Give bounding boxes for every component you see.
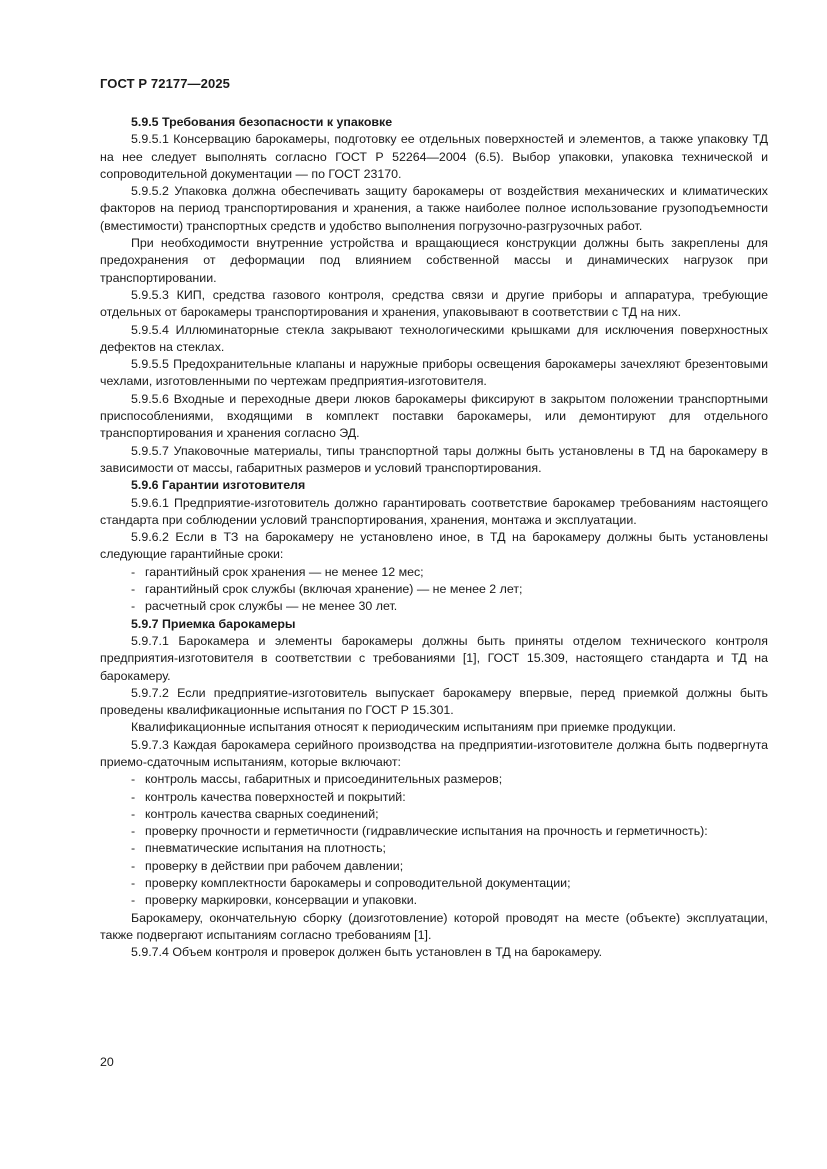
list-item-text: контроль качества сварных соединений; [145, 806, 379, 821]
list-item [100, 892, 768, 909]
paragraph: 5.9.7.3 Каждая барокамера серийного производства на предприятии-изготовителе должна быть подвергнута приемо-сдаточным испытаниям, которые включают: [100, 737, 768, 769]
paragraph: Барокамеру, окончательную сборку (доизготовление) которой проводят на месте (объекте) эксплуатации, также подвергают испытаниям согласно требованиям [1]. [100, 910, 768, 942]
list-item [100, 840, 768, 857]
list-marker: - [131, 772, 136, 787]
list-marker: - [131, 582, 136, 597]
paragraph: 5.9.5.3 КИП, средства газового контроля, средства связи и другие приборы и аппаратура, требующие отдельных от барокамеры транспортирования и хранения, упаковывают в соответствии с ТД на них. [100, 287, 768, 320]
list-item-text: контроль качества поверхностей и покрытий: [145, 789, 406, 804]
paragraph: 5.9.6.1 Предприятие-изготовитель должно гарантировать соответствие барокамер требованиям настоящего стандарта при соблюдении условий транспортирования, хранения, монтажа и эксплуатации. [100, 495, 768, 527]
document-header: ГОСТ Р 72177—2025 [100, 76, 230, 91]
paragraph: 5.9.5.1 Консервацию барокамеры, подготовку ее отдельных поверхностей и элементов, а также упаковку ТД на нее следует выполнять согласно ГОСТ Р 52264—2004 (6.5). Выбор упаковки, упаковка технической и сопроводительной документации — по ГОСТ 23170. [100, 132, 768, 181]
list-item-text: пневматические испытания на плотность; [145, 841, 386, 856]
list-item-text: контроль массы, габаритных и присоединительных размеров; [145, 772, 503, 787]
list-item [100, 806, 768, 823]
list-item-text: проверку прочности и герметичности (гидравлические испытания на прочность и герметичность): [145, 824, 708, 839]
list-item [100, 823, 768, 840]
list-item [100, 875, 768, 892]
paragraph: 5.9.5.5 Предохранительные клапаны и наружные приборы освещения барокамеры зачехляют брезентовыми чехлами, изготовленными по чертежам предприятия-изготовителя. [100, 357, 768, 389]
page-number: 20 [100, 1055, 114, 1069]
paragraph: 5.9.7.1 Барокамера и элементы барокамеры должны быть приняты отделом технического контроля предприятия-изготовителя в соответствии с требованиями [1], ГОСТ 15.309, настоящего стандарта и ТД на барокамеру. [100, 633, 768, 683]
list-item-text: проверку комплектности барокамеры и сопроводительной документации; [145, 876, 571, 891]
list-marker: - [131, 841, 136, 856]
list-marker: - [131, 893, 136, 908]
list-marker: - [131, 564, 136, 579]
paragraph: При необходимости внутренние устройства и вращающиеся конструкции должны быть закреплены для предохранения от деформации под влиянием собственной массы и динамических нагрузок при транспортировании. [100, 236, 768, 285]
paragraph: 5.9.5.7 Упаковочные материалы, типы транспортной тары должны быть установлены в ТД на барокамеру в зависимости от массы, габаритных размеров и условий транспортирования. [100, 443, 768, 475]
list-marker: - [131, 806, 136, 821]
list-item [100, 564, 768, 581]
list-item [100, 858, 768, 875]
list-marker: - [131, 824, 136, 839]
list-item-text: проверку в действии при рабочем давлении; [145, 858, 404, 873]
list-marker: - [131, 876, 136, 891]
list-item-text: проверку маркировки, консервации и упаковки. [145, 893, 418, 908]
page-content [100, 114, 768, 962]
list-item-text: гарантийный срок хранения — не менее 12 мес; [145, 564, 424, 579]
paragraph: 5.9.6.2 Если в ТЗ на барокамеру не установлено иное, в ТД на барокамеру должны быть установлены следующие гарантийные сроки: [100, 530, 768, 562]
list-marker: - [131, 858, 136, 873]
section-heading-5-9-5: 5.9.5 Требования безопасности к упаковке [131, 115, 393, 129]
paragraph: 5.9.7.4 Объем контроля и проверок должен быть установлен в ТД на барокамеру. [131, 945, 603, 960]
list-item [100, 598, 768, 615]
paragraph: 5.9.5.2 Упаковка должна обеспечивать защиту барокамеры от воздействия механических и климатических факторов на период транспортирования и хранения, а также наиболее полное использование грузоподъемности (вместимости) транспортных средств и удобство выполнения погрузочно-разгрузочных работ. [100, 184, 768, 233]
list-item [100, 581, 768, 598]
list-item-text: гарантийный срок службы (включая хранение) — не менее 2 лет; [145, 582, 523, 597]
list-marker: - [131, 789, 136, 804]
list-item-text: расчетный срок службы — не менее 30 лет. [145, 599, 398, 614]
paragraph: 5.9.7.2 Если предприятие-изготовитель выпускает барокамеру впервые, перед приемкой должны быть проведены квалификационные испытания по ГОСТ Р 15.301. [100, 685, 768, 718]
list-item [100, 771, 768, 788]
section-heading-5-9-6: 5.9.6 Гарантии изготовителя [131, 478, 306, 493]
paragraph: Квалификационные испытания относят к периодическим испытаниям при приемке продукции. [131, 720, 677, 735]
paragraph: 5.9.5.6 Входные и переходные двери люков барокамеры фиксируют в закрытом положении транспортными приспособлениями, входящими в комплект поставки барокамеры, или демонтируют для отдельного транспортирования и хранения согласно ЭД. [100, 391, 768, 441]
section-heading-5-9-7: 5.9.7 Приемка барокамеры [131, 616, 296, 631]
list-marker: - [131, 599, 136, 614]
list-item [100, 789, 768, 806]
paragraph: 5.9.5.4 Иллюминаторные стекла закрывают технологическими крышками для исключения поверхностных дефектов на стеклах. [100, 322, 768, 354]
